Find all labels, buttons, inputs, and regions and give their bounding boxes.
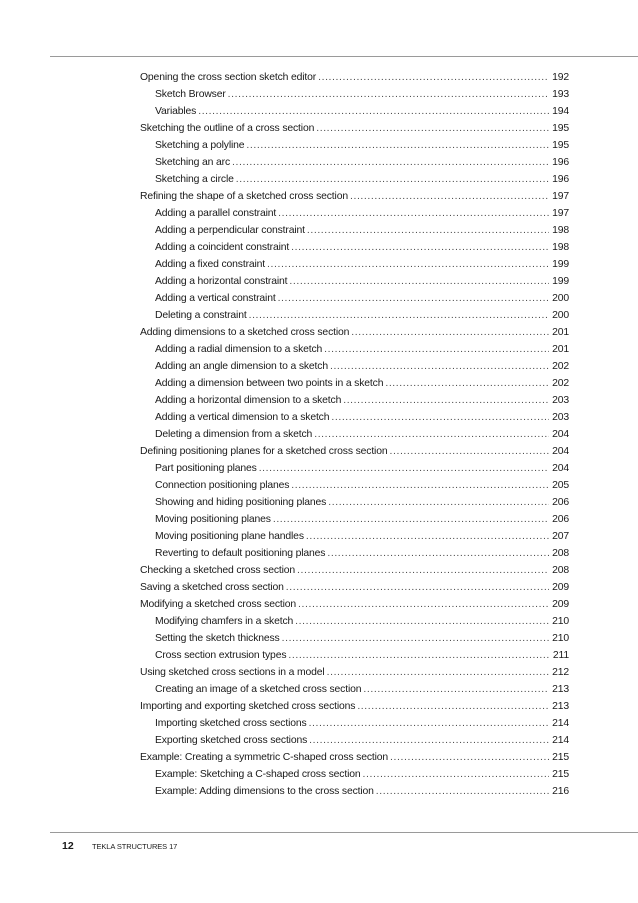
dot-leader: [318, 69, 549, 86]
toc-entry-title: Sketch Browser: [155, 89, 226, 100]
table-of-contents: [140, 69, 569, 800]
dot-leader: [306, 528, 549, 545]
toc-entry-title: Sketching the outline of a cross section: [140, 123, 315, 134]
toc-entry[interactable]: [140, 443, 569, 460]
dot-leader: [297, 562, 549, 579]
dot-leader: [289, 273, 549, 290]
toc-entry[interactable]: [140, 103, 569, 120]
toc-entry-title: Adding a dimension between two points in a sketch: [155, 378, 384, 389]
dot-leader: [309, 732, 549, 749]
dot-leader: [232, 154, 549, 171]
dot-leader: [316, 120, 549, 137]
toc-entry[interactable]: [140, 494, 569, 511]
toc-entry-page: 195: [552, 140, 569, 151]
toc-entry-page: 199: [552, 276, 569, 287]
toc-entry-title: Adding a perpendicular constraint: [155, 225, 305, 236]
dot-leader: [327, 664, 550, 681]
dot-leader: [343, 392, 549, 409]
dot-leader: [309, 715, 550, 732]
toc-entry-page: 206: [552, 514, 569, 525]
toc-entry-page: 201: [552, 327, 569, 338]
toc-entry[interactable]: [140, 477, 569, 494]
toc-entry-page: 212: [552, 667, 569, 678]
header-rule: [50, 56, 638, 57]
toc-entry[interactable]: [140, 732, 569, 749]
toc-entry[interactable]: [140, 256, 569, 273]
toc-entry[interactable]: [140, 290, 569, 307]
toc-entry-title: Moving positioning plane handles: [155, 531, 304, 542]
toc-entry-page: 198: [552, 225, 569, 236]
toc-entry-title: Moving positioning planes: [155, 514, 271, 525]
toc-entry-page: 210: [552, 633, 569, 644]
toc-entry[interactable]: [140, 579, 569, 596]
toc-entry[interactable]: [140, 715, 569, 732]
toc-entry-page: 213: [552, 701, 569, 712]
toc-entry-page: 204: [552, 463, 569, 474]
toc-entry-title: Showing and hiding positioning planes: [155, 497, 327, 508]
page-number: 12: [62, 840, 74, 852]
dot-leader: [198, 103, 549, 120]
toc-entry-title: Defining positioning planes for a sketched cross section: [140, 446, 388, 457]
toc-entry[interactable]: [140, 375, 569, 392]
toc-entry[interactable]: [140, 137, 569, 154]
toc-entry-title: Cross section extrusion types: [155, 650, 287, 661]
dot-leader: [278, 205, 549, 222]
document-title: TEKLA STRUCTURES 17: [92, 842, 178, 851]
toc-entry-title: Sketching a polyline: [155, 140, 245, 151]
toc-entry[interactable]: [140, 188, 569, 205]
dot-leader: [259, 460, 549, 477]
toc-entry-page: 209: [552, 599, 569, 610]
toc-entry-title: Reverting to default positioning planes: [155, 548, 326, 559]
toc-entry[interactable]: [140, 307, 569, 324]
toc-entry[interactable]: [140, 426, 569, 443]
toc-entry-page: 203: [552, 395, 569, 406]
toc-entry-page: 210: [552, 616, 569, 627]
footer-rule: [50, 832, 638, 833]
toc-entry-page: 202: [552, 361, 569, 372]
dot-leader: [291, 477, 549, 494]
dot-leader: [389, 443, 549, 460]
toc-entry-page: 196: [552, 174, 569, 185]
toc-entry[interactable]: [140, 749, 569, 766]
toc-entry-page: 199: [552, 259, 569, 270]
dot-leader: [298, 596, 549, 613]
toc-entry-page: 193: [552, 89, 569, 100]
toc-entry-page: 197: [552, 191, 569, 202]
toc-entry[interactable]: [140, 239, 569, 256]
toc-entry[interactable]: [140, 664, 569, 681]
toc-entry[interactable]: [140, 69, 569, 86]
toc-entry[interactable]: [140, 460, 569, 477]
toc-entry-page: 200: [552, 310, 569, 321]
toc-entry-page: 214: [552, 718, 569, 729]
dot-leader: [314, 426, 549, 443]
toc-entry-title: Saving a sketched cross section: [140, 582, 284, 593]
toc-entry[interactable]: [140, 766, 569, 783]
toc-entry-title: Adding a fixed constraint: [155, 259, 266, 270]
toc-entry[interactable]: [140, 86, 569, 103]
dot-leader: [376, 783, 549, 800]
toc-entry-title: Sketching an arc: [155, 157, 230, 168]
page-footer: [62, 840, 177, 852]
toc-entry[interactable]: [140, 205, 569, 222]
toc-entry-title: Deleting a constraint: [155, 310, 247, 321]
toc-entry-page: 215: [552, 752, 569, 763]
dot-leader: [286, 579, 549, 596]
toc-entry-page: 194: [552, 106, 569, 117]
toc-entry-title: Deleting a dimension from a sketch: [155, 429, 313, 440]
toc-entry[interactable]: [140, 341, 569, 358]
toc-entry[interactable]: [140, 545, 569, 562]
dot-leader: [327, 545, 549, 562]
toc-entry[interactable]: [140, 647, 569, 664]
toc-entry-page: 200: [552, 293, 569, 304]
dot-leader: [390, 749, 549, 766]
toc-entry-page: 209: [552, 582, 569, 593]
dot-leader: [363, 766, 550, 783]
toc-entry[interactable]: [140, 613, 569, 630]
toc-entry-page: 203: [552, 412, 569, 423]
toc-entry-title: Adding a coincident constraint: [155, 242, 290, 253]
dot-leader: [351, 324, 549, 341]
toc-entry-title: Adding a parallel constraint: [155, 208, 277, 219]
dot-leader: [228, 86, 549, 103]
toc-entry-title: Connection positioning planes: [155, 480, 290, 491]
toc-entry[interactable]: [140, 171, 569, 188]
toc-entry-title: Sketching a circle: [155, 174, 234, 185]
toc-entry[interactable]: [140, 409, 569, 426]
toc-entry-page: 195: [552, 123, 569, 134]
toc-entry-page: 207: [552, 531, 569, 542]
toc-entry-page: 197: [552, 208, 569, 219]
toc-entry-page: 208: [552, 548, 569, 559]
toc-entry-title: Adding a vertical dimension to a sketch: [155, 412, 330, 423]
toc-entry-page: 198: [552, 242, 569, 253]
toc-entry[interactable]: [140, 681, 569, 698]
toc-entry-page: 204: [552, 446, 569, 457]
dot-leader: [267, 256, 549, 273]
toc-entry-page: 202: [552, 378, 569, 389]
toc-entry-title: Example: Creating a symmetric C-shaped cross section: [140, 752, 389, 763]
toc-entry-title: Adding a horizontal constraint: [155, 276, 288, 287]
dot-leader: [273, 511, 549, 528]
toc-entry[interactable]: [140, 273, 569, 290]
dot-leader: [385, 375, 549, 392]
toc-entry[interactable]: [140, 358, 569, 375]
dot-leader: [282, 630, 550, 647]
toc-entry[interactable]: [140, 783, 569, 800]
dot-leader: [236, 171, 549, 188]
toc-entry-title: Refining the shape of a sketched cross section: [140, 191, 348, 202]
toc-entry[interactable]: [140, 698, 569, 715]
toc-entry-title: Part positioning planes: [155, 463, 257, 474]
toc-entry-title: Adding a radial dimension to a sketch: [155, 344, 323, 355]
toc-entry[interactable]: [140, 596, 569, 613]
toc-entry-title: Adding a horizontal dimension to a sketch: [155, 395, 342, 406]
toc-entry[interactable]: [140, 222, 569, 239]
dot-leader: [363, 681, 549, 698]
toc-entry-title: Modifying a sketched cross section: [140, 599, 297, 610]
toc-entry-title: Setting the sketch thickness: [155, 633, 280, 644]
toc-entry-page: 204: [552, 429, 569, 440]
toc-entry-page: 213: [552, 684, 569, 695]
toc-entry-title: Importing sketched cross sections: [155, 718, 307, 729]
toc-entry-page: 208: [552, 565, 569, 576]
toc-entry-title: Variables: [155, 106, 197, 117]
toc-entry-title: Example: Adding dimensions to the cross section: [155, 786, 374, 797]
toc-entry-page: 211: [552, 650, 569, 661]
toc-entry-page: 201: [552, 344, 569, 355]
dot-leader: [291, 239, 549, 256]
toc-entry-title: Adding a vertical constraint: [155, 293, 276, 304]
dot-leader: [324, 341, 549, 358]
toc-entry-title: Modifying chamfers in a sketch: [155, 616, 294, 627]
toc-entry-page: 216: [552, 786, 569, 797]
toc-entry[interactable]: [140, 120, 569, 137]
toc-entry-title: Using sketched cross sections in a model: [140, 667, 325, 678]
toc-entry-title: Adding an angle dimension to a sketch: [155, 361, 328, 372]
dot-leader: [307, 222, 549, 239]
dot-leader: [278, 290, 550, 307]
dot-leader: [246, 137, 549, 154]
toc-entry-title: Exporting sketched cross sections: [155, 735, 308, 746]
toc-entry[interactable]: [140, 562, 569, 579]
toc-entry[interactable]: [140, 511, 569, 528]
toc-entry-title: Creating an image of a sketched cross section: [155, 684, 362, 695]
toc-entry-page: 206: [552, 497, 569, 508]
toc-entry[interactable]: [140, 324, 569, 341]
toc-entry-page: 215: [552, 769, 569, 780]
dot-leader: [249, 307, 550, 324]
toc-entry[interactable]: [140, 528, 569, 545]
toc-entry-page: 214: [552, 735, 569, 746]
toc-entry-page: 192: [552, 72, 569, 83]
dot-leader: [330, 358, 549, 375]
toc-entry[interactable]: [140, 392, 569, 409]
toc-entry-title: Checking a sketched cross section: [140, 565, 296, 576]
dot-leader: [288, 647, 550, 664]
dot-leader: [328, 494, 549, 511]
dot-leader: [350, 188, 549, 205]
toc-entry-title: Opening the cross section sketch editor: [140, 72, 317, 83]
toc-entry[interactable]: [140, 154, 569, 171]
toc-entry-title: Importing and exporting sketched cross sections: [140, 701, 356, 712]
toc-entry-page: 196: [552, 157, 569, 168]
toc-entry-title: Example: Sketching a C-shaped cross section: [155, 769, 361, 780]
dot-leader: [357, 698, 549, 715]
toc-entry-title: Adding dimensions to a sketched cross section: [140, 327, 350, 338]
toc-entry[interactable]: [140, 630, 569, 647]
toc-entry-page: 205: [552, 480, 569, 491]
dot-leader: [295, 613, 549, 630]
dot-leader: [331, 409, 549, 426]
